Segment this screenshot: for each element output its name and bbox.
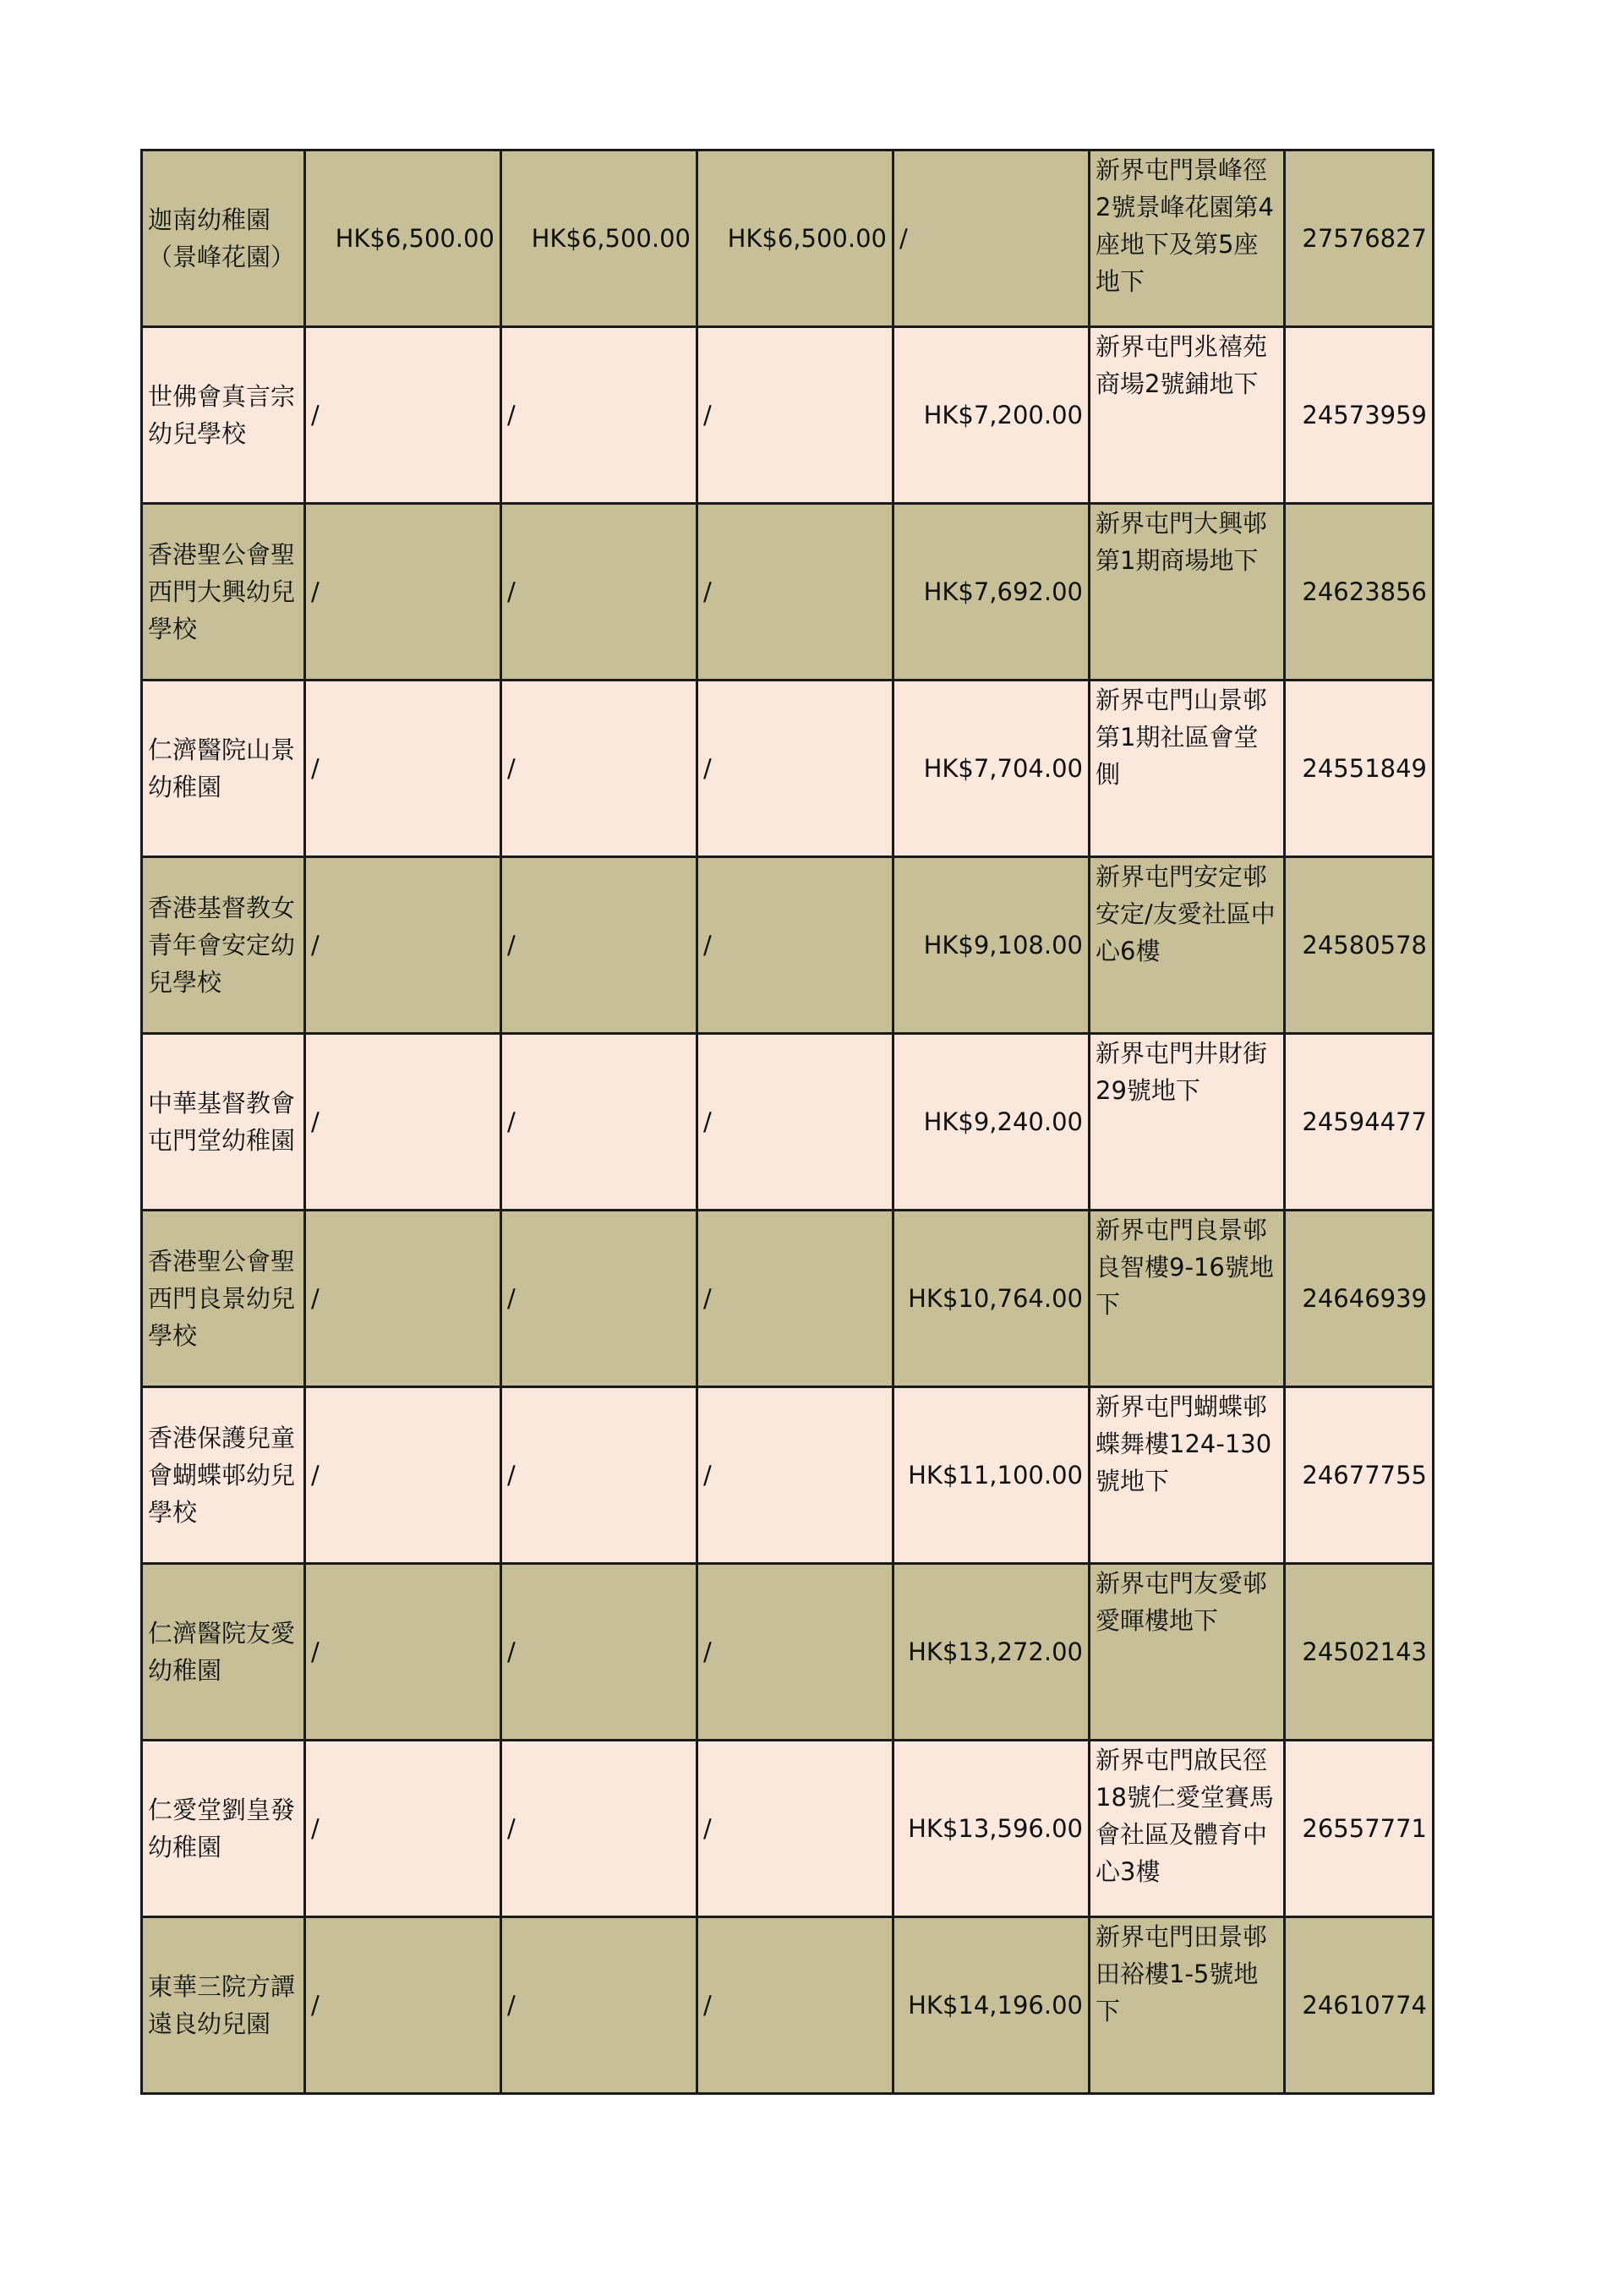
kindergarten-name-cell: 東華三院方譚遠良幼兒園 [142, 1917, 305, 2094]
address-cell: 新界屯門良景邨良智樓9-16號地下 [1090, 1211, 1285, 1387]
fee-cell-4: HK$14,196.00 [893, 1917, 1090, 2094]
table-row [142, 1387, 1434, 1564]
address-cell: 新界屯門安定邨安定/友愛社區中心6樓 [1090, 857, 1285, 1034]
fee-cell-1: / [305, 1034, 501, 1211]
table-row [142, 327, 1434, 504]
fee-cell-4: HK$7,704.00 [893, 681, 1090, 857]
kindergarten-name-cell: 世佛會真言宗幼兒學校 [142, 327, 305, 504]
fee-cell-2: / [501, 681, 697, 857]
kindergarten-name-cell: 香港基督教女青年會安定幼兒學校 [142, 857, 305, 1034]
fee-cell-4: HK$10,764.00 [893, 1211, 1090, 1387]
phone-cell: 24646939 [1285, 1211, 1434, 1387]
kindergarten-name-cell: 仁濟醫院友愛幼稚園 [142, 1564, 305, 1741]
fee-cell-1: / [305, 1917, 501, 2094]
fee-cell-1: / [305, 1211, 501, 1387]
fee-cell-2: / [501, 1741, 697, 1917]
fee-cell-4: HK$11,100.00 [893, 1387, 1090, 1564]
kindergarten-name-cell: 仁濟醫院山景幼稚園 [142, 681, 305, 857]
phone-cell: 24580578 [1285, 857, 1434, 1034]
address-cell: 新界屯門山景邨第1期社區會堂側 [1090, 681, 1285, 857]
fee-cell-3: / [697, 1917, 893, 2094]
fee-cell-1: / [305, 1387, 501, 1564]
fee-cell-1: HK$6,500.00 [305, 150, 501, 327]
phone-cell: 24623856 [1285, 504, 1434, 681]
fee-cell-2: HK$6,500.00 [501, 150, 697, 327]
kindergarten-name-cell: 香港保護兒童會蝴蝶邨幼兒學校 [142, 1387, 305, 1564]
fee-cell-4: HK$7,692.00 [893, 504, 1090, 681]
fee-cell-2: / [501, 1034, 697, 1211]
address-cell: 新界屯門友愛邨愛暉樓地下 [1090, 1564, 1285, 1741]
kindergarten-name-cell: 香港聖公會聖西門大興幼兒學校 [142, 504, 305, 681]
kindergarten-name-cell: 仁愛堂劉皇發幼稚園 [142, 1741, 305, 1917]
address-cell: 新界屯門大興邨第1期商場地下 [1090, 504, 1285, 681]
table-row [142, 681, 1434, 857]
fee-cell-1: / [305, 1564, 501, 1741]
table-row [142, 1741, 1434, 1917]
table-row [142, 1211, 1434, 1387]
fee-cell-2: / [501, 1564, 697, 1741]
fee-cell-4: / [893, 150, 1090, 327]
fee-cell-4: HK$13,596.00 [893, 1741, 1090, 1917]
fee-cell-2: / [501, 857, 697, 1034]
kindergarten-name-cell: 中華基督教會屯門堂幼稚園 [142, 1034, 305, 1211]
fee-cell-3: / [697, 857, 893, 1034]
table-row [142, 1564, 1434, 1741]
table-row [142, 504, 1434, 681]
phone-cell: 26557771 [1285, 1741, 1434, 1917]
fee-cell-3: / [697, 1741, 893, 1917]
fee-cell-3: / [697, 1564, 893, 1741]
fee-cell-3: / [697, 1211, 893, 1387]
phone-cell: 24594477 [1285, 1034, 1434, 1211]
fee-table [140, 149, 1434, 2095]
phone-cell: 27576827 [1285, 150, 1434, 327]
address-cell: 新界屯門田景邨田裕樓1-5號地下 [1090, 1917, 1285, 2094]
address-cell: 新界屯門井財街29號地下 [1090, 1034, 1285, 1211]
fee-cell-4: HK$9,240.00 [893, 1034, 1090, 1211]
kindergarten-name-cell: 迦南幼稚園（景峰花園） [142, 150, 305, 327]
fee-cell-2: / [501, 1211, 697, 1387]
fee-cell-3: / [697, 1387, 893, 1564]
phone-cell: 24610774 [1285, 1917, 1434, 2094]
table-row [142, 1917, 1434, 2094]
fee-cell-1: / [305, 857, 501, 1034]
fee-cell-2: / [501, 504, 697, 681]
table-row [142, 857, 1434, 1034]
fee-cell-4: HK$7,200.00 [893, 327, 1090, 504]
phone-cell: 24502143 [1285, 1564, 1434, 1741]
address-cell: 新界屯門景峰徑2號景峰花園第4座地下及第5座地下 [1090, 150, 1285, 327]
address-cell: 新界屯門蝴蝶邨蝶舞樓124-130號地下 [1090, 1387, 1285, 1564]
phone-cell: 24551849 [1285, 681, 1434, 857]
fee-cell-1: / [305, 681, 501, 857]
fee-cell-1: / [305, 504, 501, 681]
fee-cell-3: / [697, 327, 893, 504]
fee-cell-3: / [697, 1034, 893, 1211]
fee-cell-2: / [501, 1387, 697, 1564]
fee-cell-3: / [697, 504, 893, 681]
fee-cell-3: HK$6,500.00 [697, 150, 893, 327]
fee-cell-1: / [305, 1741, 501, 1917]
phone-cell: 24677755 [1285, 1387, 1434, 1564]
address-cell: 新界屯門啟民徑18號仁愛堂賽馬會社區及體育中心3樓 [1090, 1741, 1285, 1917]
fee-cell-3: / [697, 681, 893, 857]
fee-cell-2: / [501, 1917, 697, 2094]
fee-cell-2: / [501, 327, 697, 504]
fee-cell-1: / [305, 327, 501, 504]
kindergarten-name-cell: 香港聖公會聖西門良景幼兒學校 [142, 1211, 305, 1387]
phone-cell: 24573959 [1285, 327, 1434, 504]
table-row [142, 150, 1434, 327]
fee-cell-4: HK$13,272.00 [893, 1564, 1090, 1741]
table-body [142, 150, 1434, 2094]
table-row [142, 1034, 1434, 1211]
address-cell: 新界屯門兆禧苑商場2號鋪地下 [1090, 327, 1285, 504]
fee-cell-4: HK$9,108.00 [893, 857, 1090, 1034]
